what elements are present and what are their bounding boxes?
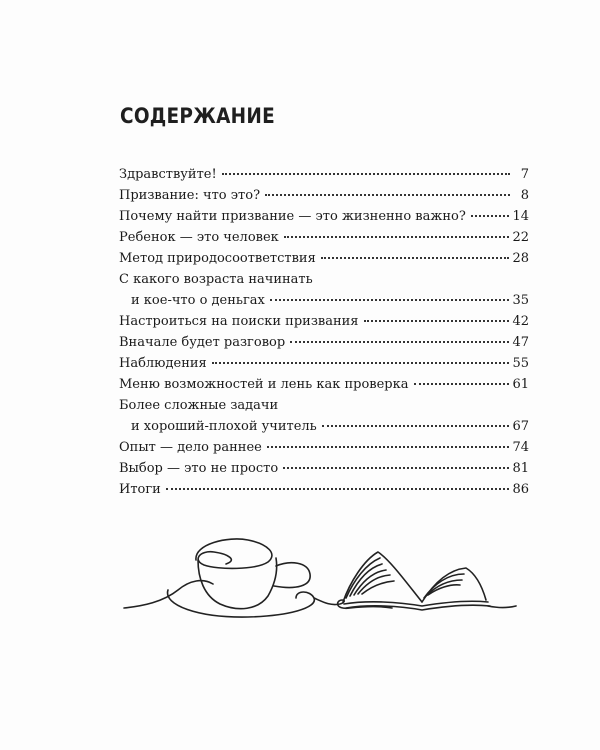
dot-leader: [321, 256, 510, 259]
table-of-contents: [119, 164, 529, 500]
toc-entry-title: Призвание: что это?: [119, 188, 261, 203]
contents-heading: СОДЕРЖАНИЕ: [120, 104, 276, 128]
toc-entry: [119, 185, 529, 206]
toc-entry-page: 42: [512, 314, 529, 329]
toc-entry: [119, 164, 529, 185]
toc-entry-title: Почему найти призвание — это жизненно важно?: [119, 209, 466, 224]
toc-entry-page: 8: [520, 188, 529, 203]
toc-entry-page: 86: [512, 482, 529, 497]
toc-entry-title: и кое-что о деньгах: [131, 293, 265, 308]
toc-entry: [119, 374, 529, 395]
toc-entry: [119, 248, 529, 269]
toc-entry-page: 28: [512, 251, 529, 266]
toc-entry-page: 55: [512, 356, 529, 371]
toc-entry: [119, 416, 529, 437]
toc-entry-title: С какого возраста начинать: [119, 272, 313, 287]
toc-entry: [119, 311, 529, 332]
toc-entry-first-line: [119, 395, 529, 416]
dot-leader: [212, 361, 510, 364]
toc-entry-page: 14: [512, 209, 529, 224]
dot-leader: [414, 382, 510, 385]
toc-entry-page: 67: [512, 419, 529, 434]
toc-entry: [119, 332, 529, 353]
dot-leader: [290, 340, 509, 343]
toc-entry-title: Выбор — это не просто: [119, 461, 279, 476]
toc-entry: [119, 479, 529, 500]
toc-entry-title: Наблюдения: [119, 356, 207, 371]
toc-entry-page: 7: [520, 167, 529, 182]
dot-leader: [322, 424, 510, 427]
coffee-cup-and-open-book-line-art-icon: [118, 520, 518, 640]
toc-entry: [119, 206, 529, 227]
toc-entry-title: Меню возможностей и лень как проверка: [119, 377, 409, 392]
dot-leader: [265, 193, 510, 196]
dot-leader: [471, 214, 510, 217]
toc-entry-title: Здравствуйте!: [119, 167, 217, 182]
toc-entry-title: Опыт — дело раннее: [119, 440, 262, 455]
toc-entry: [119, 353, 529, 374]
dot-leader: [267, 445, 510, 448]
toc-entry-page: 35: [512, 293, 529, 308]
toc-entry: [119, 227, 529, 248]
toc-entry-title: Настроиться на поиски призвания: [119, 314, 359, 329]
dot-leader: [270, 298, 510, 301]
toc-entry: [119, 290, 529, 311]
toc-entry-title: и хороший-плохой учитель: [131, 419, 317, 434]
toc-entry-page: 47: [512, 335, 529, 350]
dot-leader: [166, 487, 510, 490]
dot-leader: [222, 172, 510, 175]
dot-leader: [364, 319, 510, 322]
toc-entry-title: Ребенок — это человек: [119, 230, 279, 245]
toc-entry: [119, 437, 529, 458]
toc-entry-title: Более сложные задачи: [119, 398, 279, 413]
toc-entry-page: 22: [512, 230, 529, 245]
toc-entry-title: Вначале будет разговор: [119, 335, 286, 350]
dot-leader: [284, 235, 510, 238]
toc-entry-title: Итоги: [119, 482, 161, 497]
toc-entry: [119, 458, 529, 479]
toc-entry-first-line: [119, 269, 529, 290]
toc-entry-title: Метод природосоответствия: [119, 251, 316, 266]
toc-entry-page: 74: [512, 440, 529, 455]
toc-entry-page: 81: [512, 461, 529, 476]
dot-leader: [283, 466, 509, 469]
toc-entry-page: 61: [512, 377, 529, 392]
